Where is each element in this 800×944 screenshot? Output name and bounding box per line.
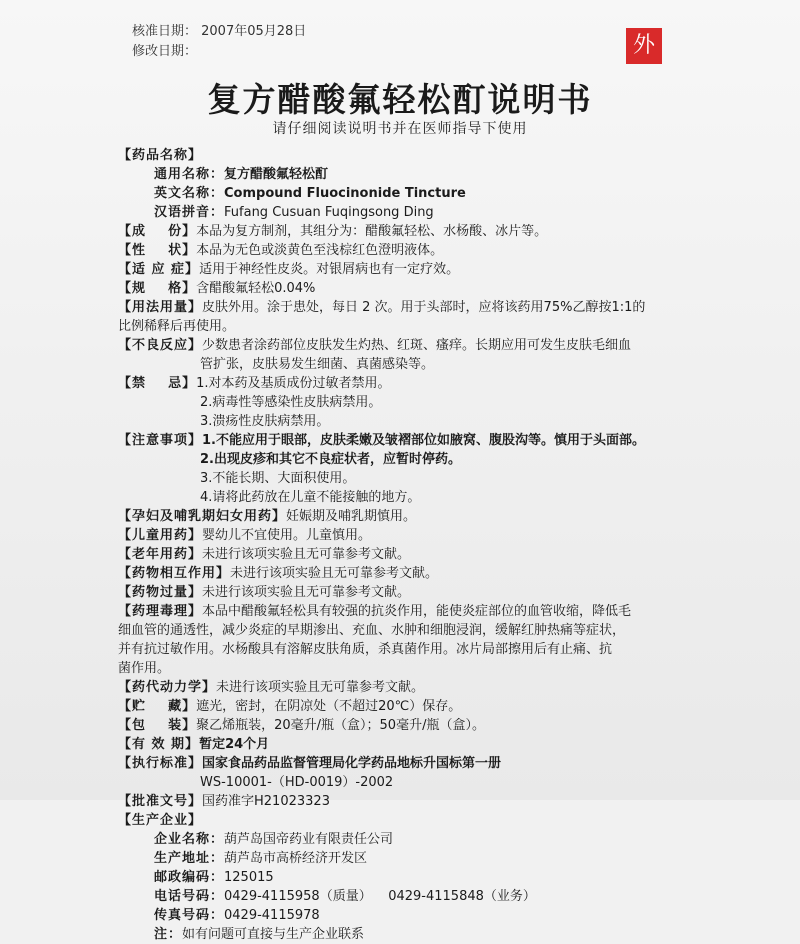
section-interactions [118, 564, 702, 583]
field-label: 传真号码： [154, 908, 225, 923]
section-value: WS-10001-（HD-0019）-2002 [200, 775, 394, 790]
section-value: 聚乙烯瓶装，20毫升/瓶（盒）；50毫升/瓶（盒）。 [196, 718, 485, 733]
section-value: 适用于神经性皮炎。对银屑病也有一定疗效。 [199, 262, 460, 277]
field-english-name [118, 184, 702, 203]
field-value: Fufang Cusuan Fuqingsong Ding [224, 205, 434, 220]
field-value: 葫芦岛市高桥经济开发区 [224, 851, 368, 866]
section-label: 【药品名称】 [118, 148, 203, 163]
section-label: 【儿童用药】 [118, 528, 203, 543]
section-label: 【药理毒理】 [118, 604, 203, 619]
section-label: 【包 装】 [118, 718, 197, 733]
section-value: 本品为无色或淡黄色至浅棕红色澄明液体。 [196, 243, 444, 258]
section-label: 【药物过量】 [118, 585, 203, 600]
leaflet-body [118, 146, 702, 944]
section-caution-2 [118, 450, 702, 469]
section-value: 菌作用。 [118, 661, 171, 676]
section-package [118, 716, 702, 735]
section-pharm-2 [118, 621, 702, 640]
section-value: 4.请将此药放在儿童不能接触的地方。 [200, 490, 421, 505]
section-approval-number [118, 792, 702, 811]
field-postcode [118, 868, 702, 887]
field-value: 125015 [224, 870, 274, 885]
section-drug-name [118, 146, 702, 165]
section-value: 管扩张，皮肤易发生细菌、真菌感染等。 [200, 357, 435, 372]
section-label: 【孕妇及哺乳期妇女用药】 [118, 509, 287, 524]
field-address [118, 849, 702, 868]
section-contraindications [118, 374, 702, 393]
section-indications [118, 260, 702, 279]
section-value: 少数患者涂药部位皮肤发生灼热、红斑、瘙痒。长期应用可发生皮肤毛细血 [202, 338, 632, 353]
section-value: 暂定24个月 [199, 737, 270, 752]
section-label: 【老年用药】 [118, 547, 203, 562]
document-title: 复方醋酸氟轻松酊说明书 [207, 80, 593, 119]
section-value: 2.病毒性等感染性皮肤病禁用。 [200, 395, 382, 410]
section-value: 3.不能长期、大面积使用。 [200, 471, 356, 486]
approval-date: 核准日期： 2007年05月28日 [132, 24, 307, 39]
section-pregnancy [118, 507, 702, 526]
section-dosage [118, 298, 702, 317]
section-appearance [118, 241, 702, 260]
section-validity [118, 735, 702, 754]
section-cautions [118, 431, 702, 450]
section-elderly [118, 545, 702, 564]
section-label: 【禁 忌】 [118, 376, 197, 391]
section-manufacturer [118, 811, 702, 830]
section-label: 【用法用量】 [118, 300, 203, 315]
field-label: 电话号码： [154, 889, 225, 904]
field-label: 生产地址： [154, 851, 225, 866]
section-value: 3.溃疡性皮肤病禁用。 [200, 414, 330, 429]
field-value: Compound Fluocinonide Tincture [224, 186, 466, 201]
section-value: 含醋酸氟轻松0.04% [196, 281, 316, 296]
section-label: 【贮 藏】 [118, 699, 197, 714]
section-pharm-4 [118, 659, 702, 678]
field-label: 邮政编码： [154, 870, 225, 885]
section-overdose [118, 583, 702, 602]
section-value: 比例稀释后再使用。 [118, 319, 236, 334]
section-value: 婴幼儿不宜使用。儿童慎用。 [202, 528, 372, 543]
section-label: 【药代动力学】 [118, 680, 217, 695]
section-caution-4 [118, 488, 702, 507]
field-label: 通用名称： [154, 167, 225, 182]
section-value: 未进行该项实验且无可靠参考文献。 [230, 566, 439, 581]
section-adverse [118, 336, 702, 355]
external-use-badge: 外 [626, 28, 662, 64]
section-label: 【有 效 期】 [118, 737, 200, 752]
field-pinyin [118, 203, 702, 222]
field-note [118, 925, 702, 944]
section-value: 国药准字H21023323 [202, 794, 330, 809]
section-value: 未进行该项实验且无可靠参考文献。 [202, 585, 411, 600]
section-label: 【注意事项】 [118, 433, 203, 448]
section-label: 【药物相互作用】 [118, 566, 231, 581]
field-value: 如有问题可直接与生产企业联系 [182, 927, 365, 942]
section-value: 1.不能应用于眼部，皮肤柔嫩及皱褶部位如腋窝、腹股沟等。慎用于头面部。 [202, 433, 645, 448]
field-label: 企业名称： [154, 832, 225, 847]
section-value: 并有抗过敏作用。水杨酸具有溶解皮肤角质，杀真菌作用。冰片局部擦用后有止痛、抗 [118, 642, 613, 657]
section-label: 【规 格】 [118, 281, 197, 296]
section-label: 【性 状】 [118, 243, 197, 258]
section-label: 【执行标准】 [118, 756, 203, 771]
section-value: 细血管的通透性，减少炎症的早期渗出、充血、水肿和细胞浸润，缓解红肿热痛等症状， [118, 623, 626, 638]
section-pharmacokinetics [118, 678, 702, 697]
section-contra-2 [118, 393, 702, 412]
field-value: 0429-4115958（质量） 0429-4115848（业务） [224, 889, 536, 904]
section-value: 妊娠期及哺乳期慎用。 [286, 509, 417, 524]
field-fax [118, 906, 702, 925]
section-contra-3 [118, 412, 702, 431]
section-value: 1.对本药及基质成份过敏者禁用。 [196, 376, 391, 391]
section-adverse-cont [118, 355, 702, 374]
section-value: 未进行该项实验且无可靠参考文献。 [216, 680, 425, 695]
section-children [118, 526, 702, 545]
section-label: 【批准文号】 [118, 794, 203, 809]
section-value: 皮肤外用。涂于患处，每日 2 次。用于头部时，应将该药用75%乙醇按1:1的 [202, 300, 646, 315]
field-value: 葫芦岛国帝药业有限责任公司 [224, 832, 394, 847]
section-value: 本品为复方制剂，其组分为：醋酸氟轻松、水杨酸、冰片等。 [196, 224, 548, 239]
section-standard [118, 754, 702, 773]
field-value: 复方醋酸氟轻松酊 [224, 167, 329, 182]
section-label: 【成 份】 [118, 224, 197, 239]
section-label: 【生产企业】 [118, 813, 203, 828]
section-dosage-cont [118, 317, 702, 336]
field-label: 汉语拼音： [154, 205, 225, 220]
section-label: 【适 应 症】 [118, 262, 200, 277]
section-ingredients [118, 222, 702, 241]
field-label: 英文名称： [154, 186, 225, 201]
section-value: 国家食品药品监督管理局化学药品地标升国标第一册 [202, 756, 502, 771]
field-common-name [118, 165, 702, 184]
section-value: 本品中醋酸氟轻松具有较强的抗炎作用，能使炎症部位的血管收缩，降低毛 [202, 604, 632, 619]
field-value: 0429-4115978 [224, 908, 320, 923]
field-label: 注： [154, 927, 183, 942]
section-value: 未进行该项实验且无可靠参考文献。 [202, 547, 411, 562]
section-pharmacology [118, 602, 702, 621]
field-phone [118, 887, 702, 906]
section-standard-2 [118, 773, 702, 792]
revision-date: 修改日期： [132, 44, 198, 59]
field-company [118, 830, 702, 849]
section-label: 【不良反应】 [118, 338, 203, 353]
section-storage [118, 697, 702, 716]
section-caution-3 [118, 469, 702, 488]
section-value: 2.出现皮疹和其它不良症状者，应暂时停药。 [200, 452, 461, 467]
section-value: 遮光，密封，在阴凉处（不超过20℃）保存。 [196, 699, 462, 714]
document-subtitle: 请仔细阅读说明书并在医师指导下使用 [272, 121, 528, 137]
section-specification [118, 279, 702, 298]
section-pharm-3 [118, 640, 702, 659]
